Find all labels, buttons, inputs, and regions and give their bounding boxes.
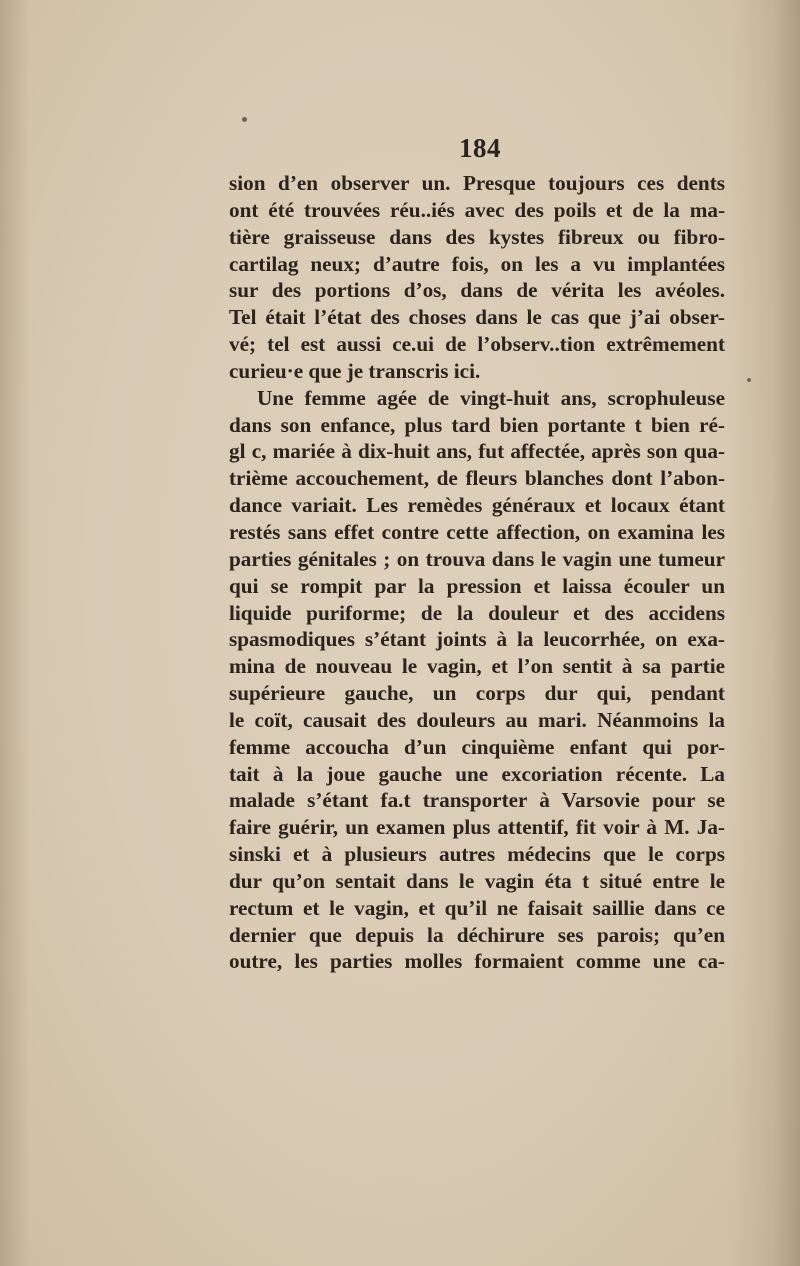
text-line: dur qu’on sentait dans le vagin éta t situé entre le — [229, 868, 725, 893]
text-line: dans son enfance, plus tard bien portante t bien ré- — [229, 412, 725, 437]
text-line: qui se rompit par la pression et laissa écouler un — [229, 573, 725, 598]
text-line: mina de nouveau le vagin, et l’on sentit à sa partie — [229, 654, 725, 679]
body-text — [229, 170, 725, 975]
page-number: 184 — [459, 133, 501, 163]
text-line: tait à la joue gauche une excoriation récente. La — [229, 761, 725, 786]
text-line: gl c, mariée à dix-huit ans, fut affectée, après son qua- — [229, 439, 725, 464]
page-edge-shadow — [0, 0, 30, 1266]
text-line: femme accoucha d’un cinquième enfant qui por- — [229, 734, 725, 759]
text-line: tière graisseuse dans des kystes fibreux ou fibro- — [229, 224, 725, 249]
text-line: dernier que depuis la déchirure ses parois; qu’en — [229, 922, 725, 947]
text-line: trième accouchement, de fleurs blanches dont l’abon- — [229, 466, 725, 491]
ink-speck — [747, 378, 751, 382]
text-line: vé; tel est aussi ce.ui de l’observ..tion extrêmement — [229, 332, 725, 357]
text-line: le coït, causait des douleurs au mari. Néanmoins la — [229, 707, 725, 732]
text-line: cartilag neux; d’autre fois, on les a vu implantées — [229, 251, 725, 276]
text-line: Une femme agée de vingt-huit ans, scrophuleuse — [257, 385, 725, 410]
text-line: ont été trouvées réu..iés avec des poils et de la ma- — [229, 197, 725, 222]
spine-shadow — [730, 0, 800, 1266]
text-line: sur des portions d’os, dans de vérita les avéoles. — [229, 278, 725, 303]
ink-speck — [242, 117, 247, 122]
text-line: faire guérir, un examen plus attentif, fit voir à M. Ja- — [229, 815, 725, 840]
text-line: rectum et le vagin, et qu’il ne faisait saillie dans ce — [229, 895, 725, 920]
text-line: dance variait. Les remèdes généraux et locaux étant — [229, 493, 725, 518]
text-line: outre, les parties molles formaient comme une ca- — [229, 949, 725, 974]
text-line: malade s’étant fa.t transporter à Varsovie pour se — [229, 788, 725, 813]
text-line: parties génitales ; on trouva dans le vagin une tumeur — [229, 546, 725, 571]
text-line: supérieure gauche, un corps dur qui, pendant — [229, 681, 725, 706]
text-line: Tel était l’état des choses dans le cas que j’ai obser- — [229, 305, 725, 330]
text-line: sion d’en observer un. Presque toujours ces dents — [229, 171, 725, 195]
text-line: sinski et à plusieurs autres médecins que le corps — [229, 842, 725, 867]
text-line: liquide puriforme; de la douleur et des accidens — [229, 600, 725, 625]
text-line: curieu·e que je transcris ici. — [229, 358, 481, 383]
text-line: spasmodiques s’étant joints à la leucorrhée, on exa- — [229, 627, 725, 652]
text-line: restés sans effet contre cette affection, on examina les — [229, 519, 725, 544]
